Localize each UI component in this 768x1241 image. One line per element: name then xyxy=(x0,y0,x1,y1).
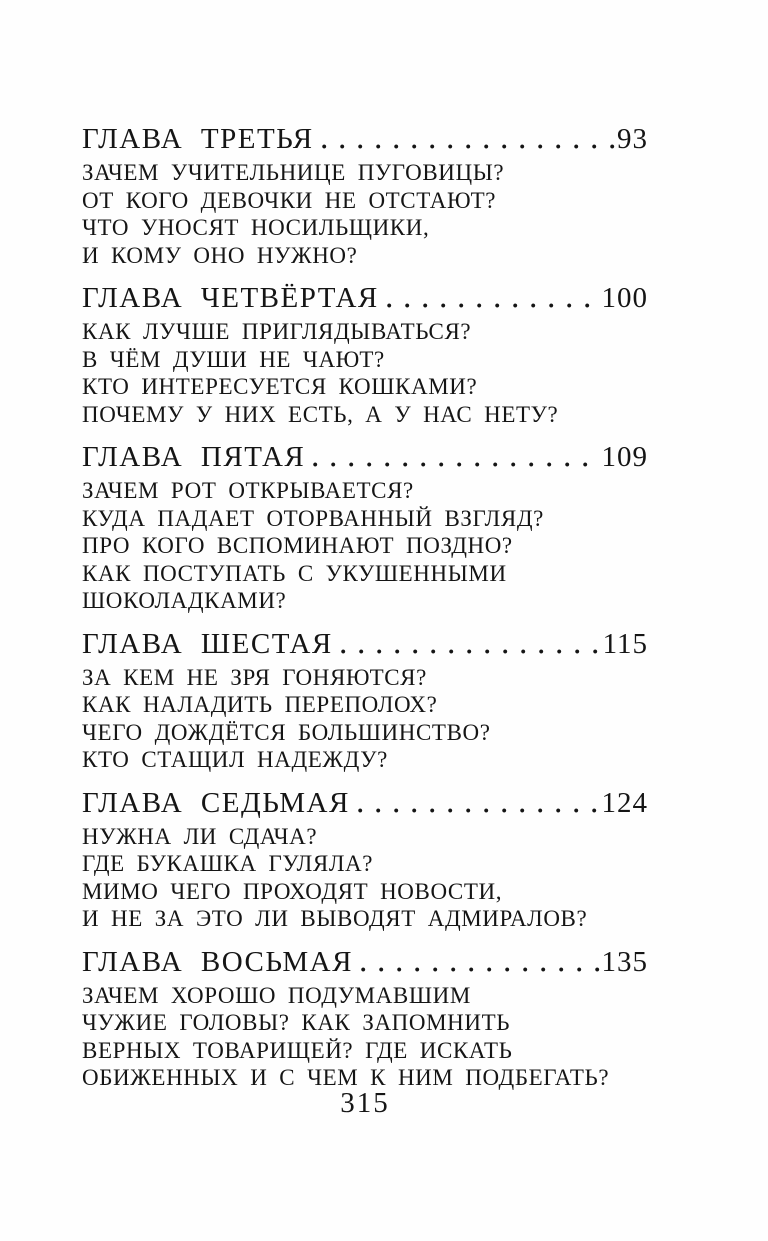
toc-entry xyxy=(82,944,648,1092)
question-line: ШОКОЛАДКАМИ? xyxy=(82,588,287,613)
dot-leader xyxy=(358,806,600,815)
chapter-questions xyxy=(82,159,648,269)
chapter-heading xyxy=(82,785,648,821)
chapter-page-number: 109 xyxy=(601,441,648,473)
question-line: ОТ КОГО ДЕВОЧКИ НЕ ОТСТАЮТ? xyxy=(82,187,497,213)
chapter-page-number: 93 xyxy=(617,123,648,155)
question-line: И НЕ ЗА ЭТО ЛИ ВЫВОДЯТ АДМИРАЛОВ? xyxy=(82,906,588,931)
question-line: ПРО КОГО ВСПОМИНАЮТ ПОЗДНО? xyxy=(82,533,513,558)
page-number: 315 xyxy=(340,1087,390,1119)
dot-leader xyxy=(341,647,601,656)
chapter-heading xyxy=(82,944,648,980)
question-line: ГДЕ БУКАШКА ГУЛЯЛА? xyxy=(82,851,374,876)
chapter-title: ГЛАВА ШЕСТАЯ xyxy=(82,627,333,660)
chapter-title: ГЛАВА ТРЕТЬЯ xyxy=(82,123,314,155)
question-line: ЧУЖИЕ ГОЛОВЫ? КАК ЗАПОМНИТЬ xyxy=(82,1010,511,1035)
question-line: КАК ЛУЧШЕ ПРИГЛЯДЫВАТЬСЯ? xyxy=(82,319,472,344)
chapter-title: ГЛАВА СЕДЬМАЯ xyxy=(82,786,350,819)
toc-entry xyxy=(82,626,648,774)
question-line: КАК НАЛАДИТЬ ПЕРЕПОЛОХ? xyxy=(82,692,438,717)
question-line: НУЖНА ЛИ СДАЧА? xyxy=(82,823,318,849)
chapter-title: ГЛАВА ПЯТАЯ xyxy=(82,441,306,473)
dot-leader xyxy=(361,965,600,974)
question-line: ЗА КЕМ НЕ ЗРЯ ГОНЯЮТСЯ? xyxy=(82,664,427,690)
question-line: КТО ИНТЕРЕСУЕТСЯ КОШКАМИ? xyxy=(82,374,478,399)
dot-leader xyxy=(322,142,615,151)
chapter-title: ГЛАВА ВОСЬМАЯ xyxy=(82,945,353,978)
toc-entry xyxy=(82,280,648,428)
chapter-questions xyxy=(82,318,648,428)
question-line: КУДА ПАДАЕТ ОТОРВАННЫЙ ВЗГЛЯД? xyxy=(82,505,544,531)
question-line: ЗАЧЕМ ХОРОШО ПОДУМАВШИМ xyxy=(82,982,471,1008)
chapter-heading xyxy=(82,280,648,316)
question-line: ЗАЧЕМ РОТ ОТКРЫВАЕТСЯ? xyxy=(82,478,414,503)
question-line: ЧТО УНОСЯТ НОСИЛЬЩИКИ, xyxy=(82,215,430,240)
chapter-title: ГЛАВА ЧЕТВЁРТАЯ xyxy=(82,282,379,314)
toc-entry xyxy=(82,439,648,615)
chapter-questions xyxy=(82,982,648,1092)
question-line: ВЕРНЫХ ТОВАРИЩЕЙ? ГДЕ ИСКАТЬ xyxy=(82,1037,513,1063)
chapter-heading xyxy=(82,121,648,157)
dot-leader xyxy=(387,301,600,310)
chapter-page-number: 135 xyxy=(601,945,648,978)
chapter-heading xyxy=(82,439,648,475)
question-line: В ЧЁМ ДУШИ НЕ ЧАЮТ? xyxy=(82,346,385,372)
toc-entry xyxy=(82,785,648,933)
dot-leader xyxy=(313,460,599,469)
chapter-page-number: 100 xyxy=(601,282,648,314)
question-line: МИМО ЧЕГО ПРОХОДЯТ НОВОСТИ, xyxy=(82,878,503,904)
table-of-contents xyxy=(82,121,648,1103)
toc-entry xyxy=(82,121,648,269)
chapter-questions xyxy=(82,477,648,615)
question-line: ПОЧЕМУ У НИХ ЕСТЬ, А У НАС НЕТУ? xyxy=(82,401,559,427)
chapter-questions xyxy=(82,664,648,774)
question-line: ОБИЖЕННЫХ И С ЧЕМ К НИМ ПОДБЕГАТЬ? xyxy=(82,1065,610,1090)
question-line: И КОМУ ОНО НУЖНО? xyxy=(82,242,358,268)
chapter-questions xyxy=(82,823,648,933)
chapter-page-number: 124 xyxy=(601,786,648,819)
question-line: КАК ПОСТУПАТЬ С УКУШЕННЫМИ xyxy=(82,560,507,586)
chapter-heading xyxy=(82,626,648,662)
question-line: КТО СТАЩИЛ НАДЕЖДУ? xyxy=(82,747,388,772)
chapter-page-number: 115 xyxy=(602,627,648,660)
question-line: ЧЕГО ДОЖДЁТСЯ БОЛЬШИНСТВО? xyxy=(82,719,491,745)
question-line: ЗАЧЕМ УЧИТЕЛЬНИЦЕ ПУГОВИЦЫ? xyxy=(82,160,505,185)
